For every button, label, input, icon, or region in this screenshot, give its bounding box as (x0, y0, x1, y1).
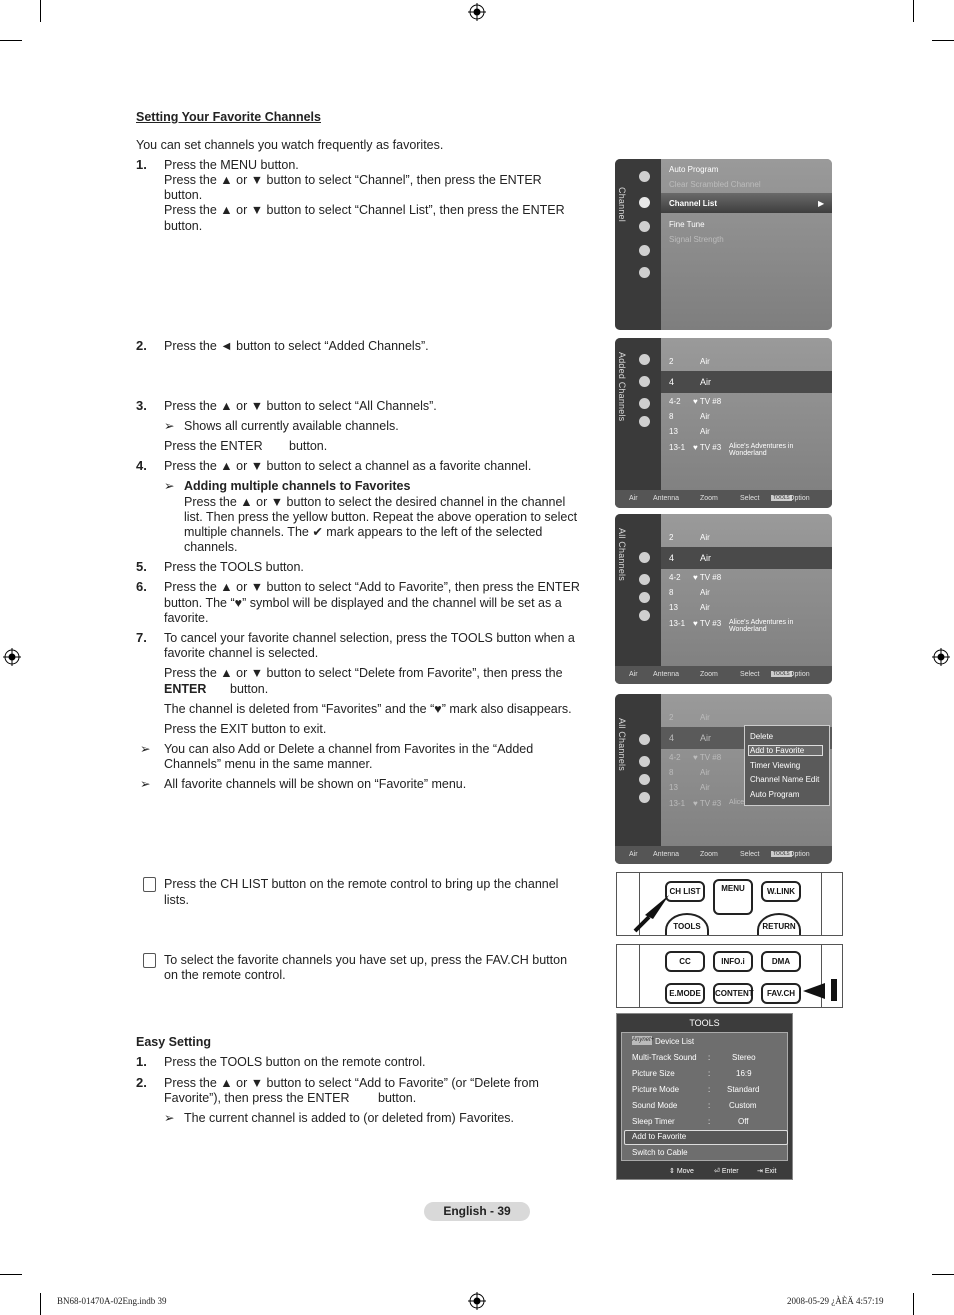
crop-mark (932, 1274, 954, 1275)
step-text: list. Then press the yellow button. Repeat the above operation to select (184, 510, 578, 524)
step-number: 6. (136, 579, 147, 594)
side-label: Added Channels (617, 352, 627, 422)
list-footer: Air Antenna Zoom Select TOOLS Option (615, 490, 832, 508)
application-icon (639, 267, 650, 278)
enter-icon: ⏎ (714, 1168, 720, 1175)
step-text: Press the ▲ or ▼ button to select “Add to Favorite” (or “Delete from (164, 1076, 539, 1090)
favorite-icon (639, 592, 650, 603)
tip-arrow-icon: ➢ (164, 479, 175, 493)
tools-item-selected[interactable]: Add to Favorite (632, 1132, 687, 1141)
footer-timestamp: 2008-05-29 ¿ÀÈÄ 4:57:19 (787, 1296, 884, 1306)
channel-number[interactable]: 2 (669, 357, 674, 366)
step-text: favorite. (164, 611, 209, 625)
enter-hint: ⏎ Enter (714, 1168, 739, 1175)
note-text: on the remote control. (164, 968, 286, 982)
program-title: Alice's Adventures in Wonderland (729, 619, 794, 633)
step-text: channels. (184, 540, 238, 554)
tools-menu: TOOLS Anynet+ Device List Multi-Track Sound : Stereo Picture Size : 16:9 Picture Mode : Standard Sound Mode : Custom Sleep Timer : Off Add to Favorite Switch to Cable ⇕ Move ⏎ Enter ⇥ Exit (616, 1013, 793, 1180)
menu-item[interactable]: Auto Program (669, 165, 719, 174)
popup-item[interactable]: Auto Program (750, 790, 800, 799)
channel-number[interactable]: 8 (669, 412, 674, 421)
channel-type: Air (700, 603, 710, 612)
cc-button[interactable]: CC (665, 951, 705, 972)
menu-item: Signal Strength (669, 235, 724, 244)
tools-item[interactable]: Sleep Timer (632, 1117, 675, 1126)
added-channels-screen (615, 338, 832, 508)
tools-item[interactable]: Device List (655, 1037, 695, 1046)
updown-icon: ⇕ (669, 1168, 675, 1175)
step-text: Press the ENTER (164, 439, 263, 453)
info-button[interactable]: INFO.i (713, 951, 753, 972)
anynet-logo: Anynet+ (632, 1037, 655, 1043)
footer-file: BN68-01470A-02Eng.indb 39 (57, 1296, 167, 1306)
step-text: The channel is deleted from “Favorites” and the “♥” mark also disappears. (164, 702, 572, 716)
step-number: 2. (136, 338, 147, 353)
channel-type: ♥ TV #3 (693, 799, 722, 808)
registration-mark-icon (468, 1292, 486, 1310)
tools-item[interactable]: Picture Size (632, 1069, 675, 1078)
input-icon (639, 245, 650, 256)
channel-type: ♥ TV #3 (693, 443, 722, 452)
program-title: Alice (729, 799, 745, 806)
channel-type: ♥ TV #8 (693, 397, 722, 406)
emode-button[interactable]: E.MODE (665, 983, 705, 1004)
channel-number[interactable]: 13 (669, 427, 678, 436)
channel-type: ♥ TV #8 (693, 753, 722, 762)
pointer-arrow-icon (631, 893, 671, 933)
step-text: Shows all currently available channels. (184, 419, 399, 433)
added-icon (639, 376, 650, 387)
channel-type: Air (700, 588, 710, 597)
tip-arrow-icon: ➢ (140, 742, 151, 756)
note-icon (143, 953, 156, 968)
favorite-icon (639, 398, 650, 409)
crop-mark (913, 1293, 914, 1315)
section-heading: Easy Setting (136, 1035, 212, 1049)
list-footer: Air Antenna Zoom Select TOOLS Option (615, 666, 832, 684)
row-selection (661, 547, 832, 569)
page-number-badge: English - 39 (424, 1202, 530, 1221)
popup-item-selected[interactable]: Add to Favorite (748, 745, 823, 756)
crop-mark (0, 40, 22, 41)
tools-value: 16:9 (736, 1069, 752, 1078)
channel-type: Air (700, 533, 710, 542)
tip-text: The current channel is added to (or deleted from) Favorites. (184, 1111, 515, 1125)
channel-number[interactable]: 8 (669, 768, 674, 777)
tools-value: Custom (729, 1101, 757, 1110)
channel-type: Air (700, 713, 710, 722)
programmed-icon (639, 416, 650, 427)
registration-mark-icon (932, 648, 950, 666)
step-text: Press the ▲ or ▼ button to select the desired channel in the channel (184, 495, 566, 509)
step-number: 1. (136, 1054, 147, 1069)
channel-type: Air (700, 412, 710, 421)
channel-type: Air (700, 768, 710, 777)
tools-title: TOOLS (689, 1018, 720, 1028)
channel-number[interactable]: 8 (669, 588, 674, 597)
exit-hint: ⇥ Exit (757, 1168, 777, 1175)
program-title: Alice's Adventures in Wonderland (729, 443, 794, 457)
row-selection (661, 371, 832, 393)
channel-number[interactable]: 13 (669, 603, 678, 612)
tools-button[interactable]: TOOLS (665, 913, 709, 936)
all-channels-tools-screen (615, 694, 832, 864)
step-text: Press the EXIT button to exit. (164, 722, 327, 736)
channel-number[interactable]: 4-2 (669, 573, 681, 582)
step-number: 5. (136, 559, 147, 574)
channel-menu-screen (615, 159, 832, 330)
menu-item-selected[interactable]: Channel List (669, 199, 718, 208)
channel-number[interactable]: 4-2 (669, 397, 681, 406)
channel-type: Air (700, 553, 711, 563)
note-text: Press the CH LIST button on the remote control to bring up the channel (164, 877, 559, 891)
all-channels-screen (615, 514, 832, 684)
crop-mark (40, 1293, 41, 1315)
step-text: Press the ▲ or ▼ button to select “Channel List”, then press the ENTER (164, 203, 565, 217)
step-text: multiple channels. The ✔ mark appears to the left of the selected (184, 525, 543, 539)
step-text: Press the MENU button. (164, 158, 299, 172)
step-number: 7. (136, 630, 147, 645)
popup-item[interactable]: Timer Viewing (750, 761, 801, 770)
channel-type: ♥ TV #8 (693, 573, 722, 582)
side-label: Channel (617, 187, 627, 222)
step-text: Press the ▲ or ▼ button to select “Delete from Favorite”, then press the (164, 666, 563, 680)
setup-icon (639, 221, 650, 232)
tools-popup-menu (744, 725, 830, 806)
channel-number[interactable]: 2 (669, 713, 674, 722)
tip-text: All favorite channels will be shown on “Favorite” menu. (164, 777, 467, 791)
note-text: To select the favorite channels you have set up, press the FAV.CH button (164, 953, 568, 967)
popup-item[interactable]: Channel Name Edit (750, 775, 820, 784)
tools-value: Standard (727, 1085, 760, 1094)
menu-item[interactable]: Fine Tune (669, 220, 705, 229)
menu-item: Clear Scrambled Channel (669, 180, 761, 189)
tools-item[interactable]: Switch to Cable (632, 1148, 688, 1157)
channel-type: ♥ TV #3 (693, 619, 722, 628)
all-icon (639, 354, 650, 365)
content-button[interactable]: CONTENT (713, 983, 753, 1004)
step-text: Favorite”), then press the ENTER (164, 1091, 350, 1105)
crop-mark (0, 1274, 22, 1275)
tools-item[interactable]: Picture Mode (632, 1085, 680, 1094)
channel-number[interactable]: 13-1 (669, 443, 686, 452)
step-text: ENTER (164, 682, 207, 696)
arrow-right-icon: ▶ (818, 199, 825, 208)
step-text: Press the ▲ or ▼ button to select “Add to Favorite”, then press the ENTER (164, 580, 580, 594)
favorite-icon (639, 774, 650, 785)
remote-control-closeup-2 (616, 944, 843, 1008)
section-heading: Setting Your Favorite Channels (136, 110, 321, 124)
step-text: button. (164, 219, 203, 233)
return-button[interactable]: RETURN (757, 913, 801, 936)
all-icon (639, 734, 650, 745)
added-icon (639, 756, 650, 767)
channel-number[interactable]: 4 (669, 377, 675, 387)
tip-text: Channels” menu in the same manner. (164, 757, 373, 771)
note-text: lists. (164, 893, 189, 907)
channel-type: Air (700, 783, 710, 792)
programmed-icon (639, 792, 650, 803)
step-text: Press the ▲ or ▼ button to select “Channel”, then press the ENTER (164, 173, 542, 187)
registration-mark-icon (468, 3, 486, 21)
tip-arrow-icon: ➢ (164, 419, 175, 433)
crop-mark (913, 0, 914, 22)
step-text: button. (378, 1091, 417, 1105)
step-text: button. (164, 188, 203, 202)
step-text: Press the ◄ button to select “Added Channels”. (164, 339, 429, 353)
step-text: button. (230, 682, 269, 696)
step-text: favorite channel is selected. (164, 646, 319, 660)
channel-icon (639, 197, 650, 208)
tip-arrow-icon: ➢ (164, 1111, 175, 1125)
crop-mark (40, 0, 41, 22)
tools-value: Off (738, 1117, 749, 1126)
list-footer: Air Antenna Zoom Select TOOLS Option (615, 846, 832, 864)
channel-number[interactable]: 13-1 (669, 619, 686, 628)
step-text: To cancel your favorite channel selection, press the TOOLS button when a (164, 631, 575, 645)
tools-item[interactable]: Sound Mode (632, 1101, 678, 1110)
channel-type: Air (700, 733, 711, 743)
step-number: 3. (136, 398, 147, 413)
intro-text: You can set channels you watch frequently as favorites. (136, 138, 444, 152)
channel-number[interactable]: 2 (669, 533, 674, 542)
exit-icon: ⇥ (757, 1168, 763, 1175)
step-text: Press the ▲ or ▼ button to select a channel as a favorite channel. (164, 459, 532, 473)
channel-type: Air (700, 377, 711, 387)
step-text: button. (289, 439, 328, 453)
tip-arrow-icon: ➢ (140, 777, 151, 791)
pointer-arrow-icon (801, 977, 841, 1003)
programmed-icon (639, 610, 650, 621)
registration-mark-icon (3, 648, 21, 666)
crop-mark (932, 40, 954, 41)
move-hint: ⇕ Move (669, 1168, 694, 1175)
dma-button[interactable]: DMA (761, 951, 801, 972)
channel-number[interactable]: 4 (669, 733, 675, 743)
step-number: 1. (136, 157, 147, 172)
step-number: 2. (136, 1075, 147, 1090)
wlink-button[interactable]: W.LINK (761, 881, 801, 902)
added-icon (639, 574, 650, 585)
tip-text: You can also Add or Delete a channel from Favorites in the “Added (164, 742, 534, 756)
step-text: Press the TOOLS button. (164, 560, 304, 574)
side-label: All Channels (617, 718, 627, 771)
popup-item[interactable]: Delete (750, 732, 774, 741)
subheading: Adding multiple channels to Favorites (184, 479, 411, 493)
channel-number[interactable]: 13 (669, 783, 678, 792)
tools-value: Stereo (732, 1053, 756, 1062)
step-text: Press the TOOLS button on the remote control. (164, 1055, 426, 1069)
channel-number[interactable]: 4-2 (669, 753, 681, 762)
channel-type: Air (700, 357, 710, 366)
channel-type: Air (700, 427, 710, 436)
remote-control-closeup-1 (616, 872, 843, 936)
step-text: button. The “♥” symbol will be displayed and the channel will be set as a (164, 596, 562, 610)
channel-number[interactable]: 13-1 (669, 799, 686, 808)
step-number: 4. (136, 458, 147, 473)
step-text: Press the ▲ or ▼ button to select “All Channels”. (164, 399, 437, 413)
tools-item[interactable]: Multi-Track Sound (632, 1053, 697, 1062)
all-icon (639, 552, 650, 563)
ch-list-button[interactable]: CH LIST (665, 881, 705, 902)
picture-icon (639, 171, 650, 182)
fav-ch-button[interactable]: FAV.CH (761, 983, 801, 1004)
menu-button[interactable]: MENU (713, 879, 753, 915)
note-icon (143, 877, 156, 892)
channel-number[interactable]: 4 (669, 553, 675, 563)
side-label: All Channels (617, 528, 627, 581)
